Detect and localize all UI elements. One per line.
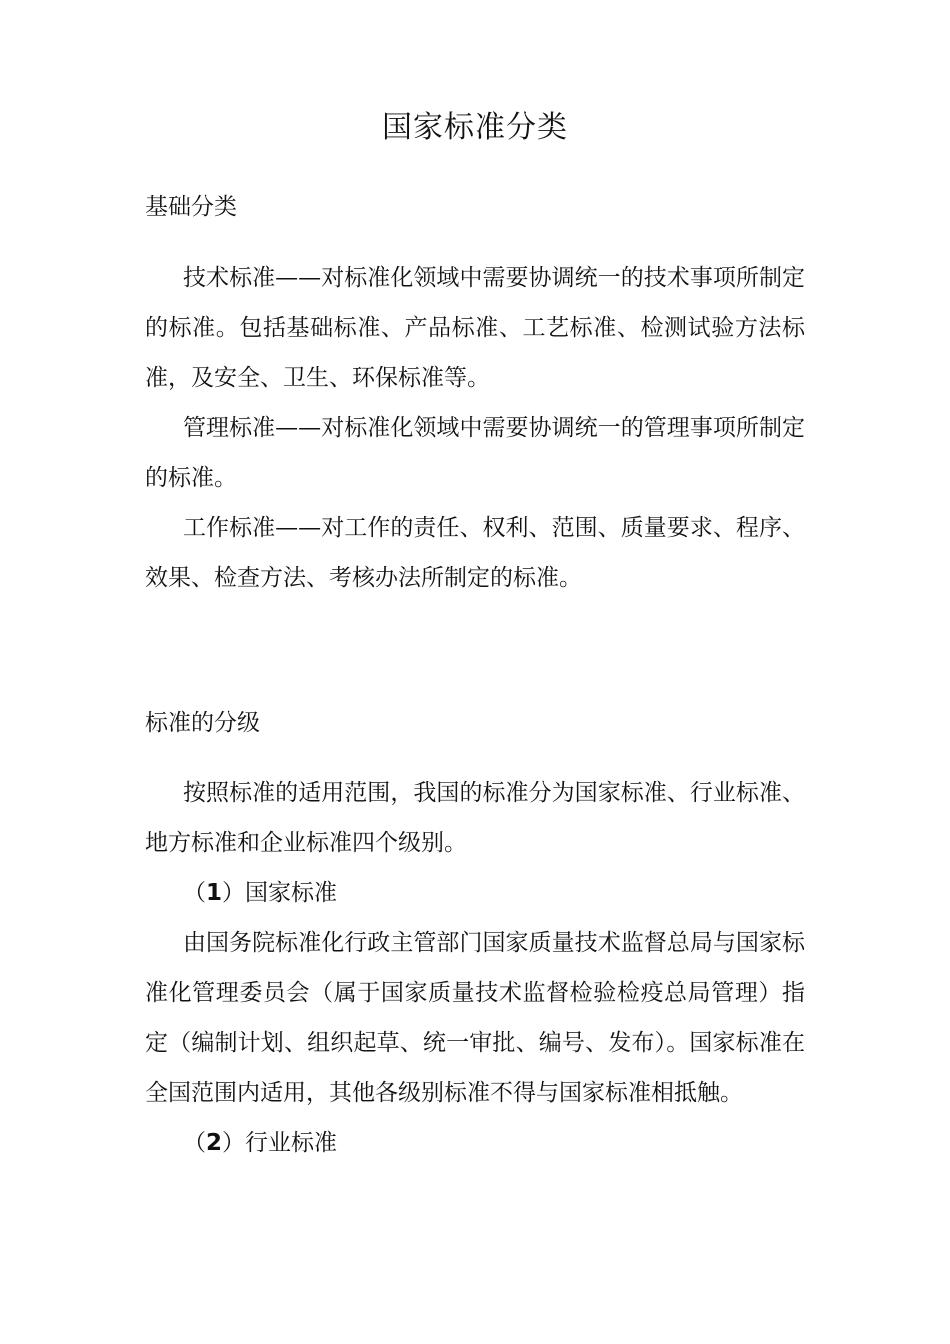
item-number: 2 <box>206 1130 223 1156</box>
paragraph-management-standard: 管理标准——对标准化领域中需要协调统一的管理事项所制定的标准。 <box>145 415 805 491</box>
document-title: 国家标准分类 <box>382 110 568 145</box>
item-label: 行业标准 <box>245 1130 338 1156</box>
paragraph-technical-standard: 技术标准——对标准化领域中需要协调统一的技术事项所制定的标准。包括基础标准、产品标准、工艺标准、检测试验方法标准，及安全、卫生、环保标准等。 <box>145 265 805 391</box>
paragraph-national-standard: 由国务院标准化行政主管部门国家质量技术监督总局与国家标准化管理委员会（属于国家质量技术监督检验检疫总局管理）指定（编制计划、组织起草、统一审批、编号、发布）。国家标准在全国范围内适用，其他各级别标准不得与国家标准相抵触。 <box>145 930 805 1106</box>
paragraph-work-standard: 工作标准——对工作的责任、权利、范围、质量要求、程序、效果、检查方法、考核办法所制定的标准。 <box>145 515 805 591</box>
item-number: 1 <box>206 880 223 906</box>
section-heading-basic-classification: 基础分类 <box>145 194 237 220</box>
list-item-industry-standard: （2）行业标准 <box>183 1130 338 1156</box>
section-heading-standard-levels: 标准的分级 <box>145 710 260 736</box>
list-item-national-standard: （1）国家标准 <box>183 880 338 906</box>
paragraph-levels-intro: 按照标准的适用范围，我国的标准分为国家标准、行业标准、地方标准和企业标准四个级别。 <box>145 780 805 856</box>
item-label: 国家标准 <box>245 880 338 906</box>
